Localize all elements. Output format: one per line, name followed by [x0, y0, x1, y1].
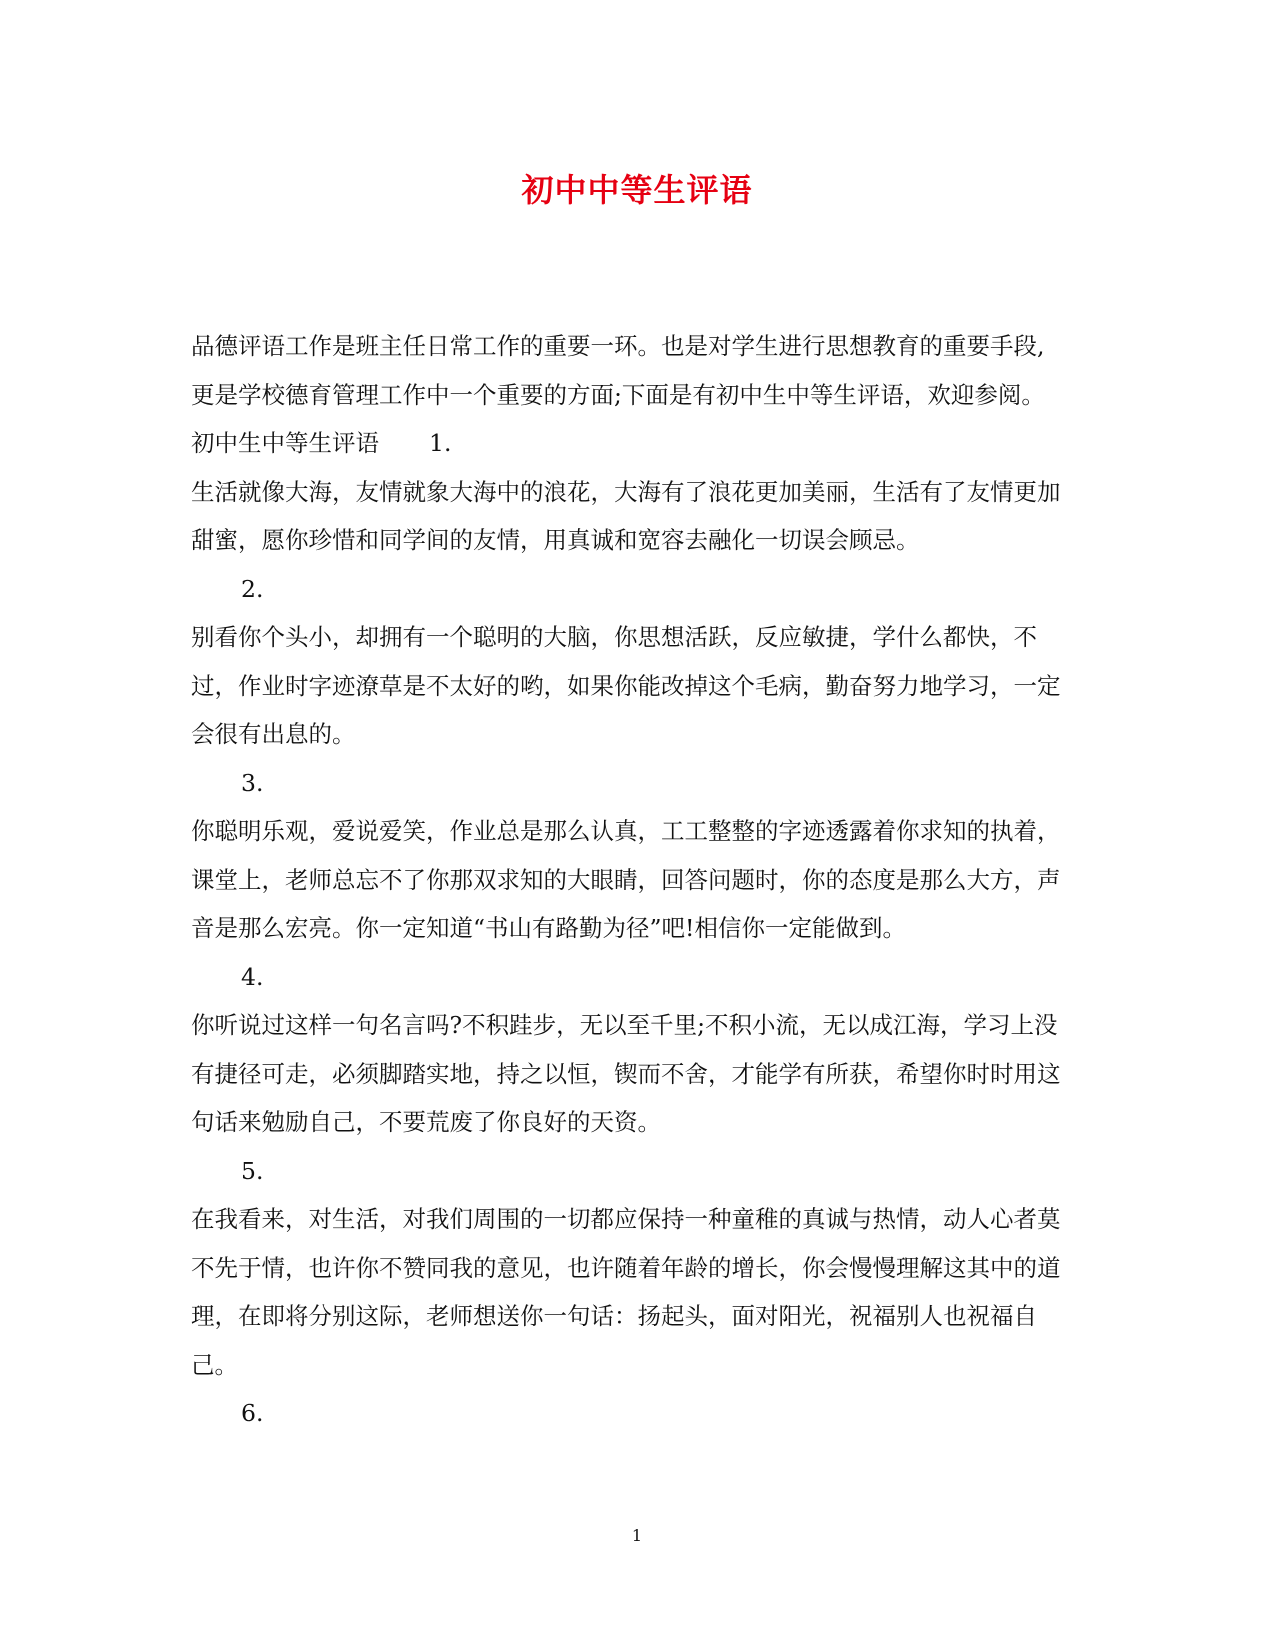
section-heading-text: 初中生中等生评语 — [191, 429, 379, 457]
comment-text: 你聪明乐观，爱说爱笑，作业总是那么认真，工工整整的字迹透露着你求知的执着，课堂上，老师总忘不了你那双求知的大眼睛，回答问题时，你的态度是那么大方，声音是那么宏亮。你一定知道“书山有路勤为径”吧!相信你一定能做到。 — [191, 817, 1061, 942]
comment-text: 在我看来，对生活，对我们周围的一切都应保持一种童稚的真诚与热情，动人心者莫不先于情，也许你不赞同我的意见，也许随着年龄的增长，你会慢慢理解这其中的道理，在即将分别这际，老师想送你一句话：扬起头，面对阳光，祝福别人也祝福自己。 — [191, 1205, 1061, 1379]
comment-number: 1. — [429, 429, 452, 457]
comment-text: 别看你个头小，却拥有一个聪明的大脑，你思想活跃，反应敏捷，学什么都快，不过，作业时字迹潦草是不太好的哟，如果你能改掉这个毛病，勤奋努力地学习，一定会很有出息的。 — [191, 623, 1061, 748]
comment-text: 生活就像大海，友情就象大海中的浪花，大海有了浪花更加美丽，生活有了友情更加甜蜜，愿你珍惜和同学间的友情，用真诚和宽容去融化一切误会顾忌。 — [191, 477, 1061, 554]
comment-number: 4. — [241, 962, 264, 991]
comment-number: 3. — [241, 768, 264, 797]
comment-number: 5. — [241, 1156, 264, 1185]
comment-text: 你听说过这样一句名言吗?不积跬步，无以至千里;不积小流，无以成江海，学习上没有捷径可走，必须脚踏实地，持之以恒，锲而不舍，才能学有所获，希望你时时用这句话来勉励自己，不要荒废了你良好的天资。 — [191, 1011, 1061, 1136]
section-heading — [191, 419, 1063, 468]
intro-paragraph: 品德评语工作是班主任日常工作的重要一环。也是对学生进行思想教育的重要手段,更是学校德育管理工作中一个重要的方面;下面是有初中生中等生评语，欢迎参阅。 — [191, 332, 1045, 409]
page-title: 初中中等生评语 — [521, 171, 753, 209]
comment-number: 6. — [241, 1399, 264, 1427]
page-number: 1 — [631, 1526, 643, 1545]
document-body — [191, 322, 1063, 1438]
comment-number: 2. — [241, 574, 264, 603]
